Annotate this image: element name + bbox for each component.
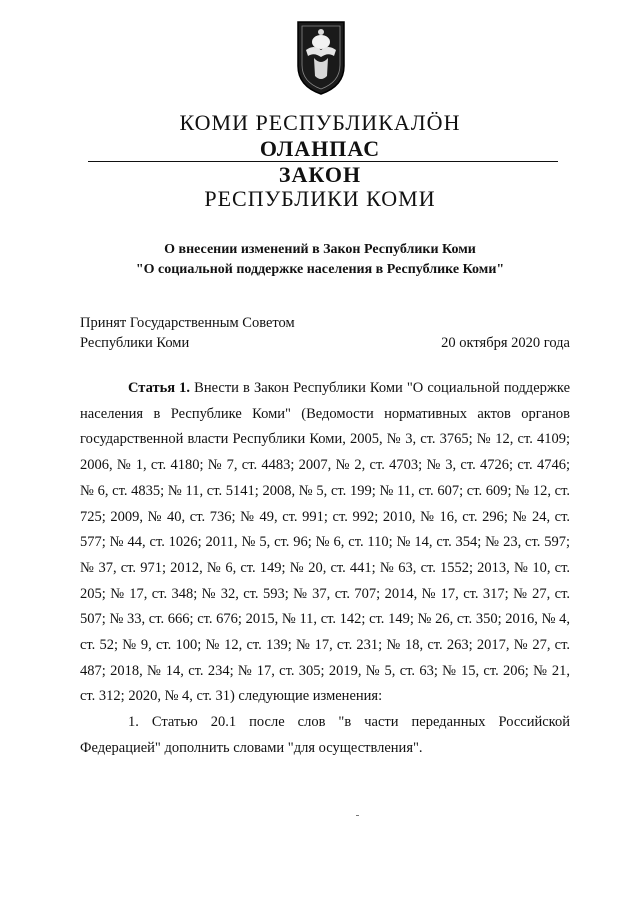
coat-of-arms-icon bbox=[294, 16, 348, 96]
adoption-date: 20 октября 2020 года bbox=[441, 335, 570, 351]
scan-speck bbox=[356, 815, 359, 816]
law-title-line2: "О социальной поддержке населения в Республике Коми" bbox=[135, 262, 505, 277]
article-1-label: Статья 1. bbox=[128, 380, 191, 396]
header-law: ЗАКОН bbox=[278, 162, 362, 187]
adopted-by-line1: Принят Государственным Советом bbox=[80, 315, 295, 331]
article-1-text: Внести в Закон Республики Коми "О социальной поддержке населения в Республике Коми" (Ведомости нормативных актов органов государственной власти Республики Коми, 2005, № 3, ст. 3765; № 12, ст. 4109; 2006, № 1, ст. 4180; № 7, ст. 4483; 2007, № 2, ст. 4703; № 3, ст. 4726; ст. 4746; № 6, ст. 4835; № 11, ст. 5141; 2008, № 5, ст. 199; № 11, ст. 607; ст. 609; № 12, ст. 725; 2009, № 40, ст. 736; № 49, ст. 991; ст. 992; 2010, № 16, ст. 296; № 24, ст. 577; № 44, ст. 1026; 2011, № 5, ст. 96; № 6, ст. 110; № 14, ст. 354; № 23, ст. 597; № 37, ст. 971; 2012, № 6, ст. 149; № 20, ст. 441; № 63, ст. 1552; 2013, № 10, ст. 205; № 17, ст. 348; № 32, ст. 593; № 37, ст. 707; 2014, № 17, ст. 317; № 27, ст. 507; № 33, ст. 666; ст. 676; 2015, № 11, ст. 142; ст. 149; № 26, ст. 350; 2016, № 4, ст. 52; № 9, ст. 100; № 12, ст. 139; № 17, ст. 231; № 18, ст. 263; 2017, № 27, ст. 487; 2018, № 14, ст. 234; № 17, ст. 305; 2019, № 5, ст. 63; № 15, ст. 206; № 21, ст. 312; 2020, № 4, ст. 31) следующие изменения: bbox=[80, 380, 571, 705]
adopted-by-line2: Республики Коми bbox=[80, 335, 190, 351]
law-title-line1: О внесении изменений в Закон Республики Коми bbox=[164, 242, 476, 257]
header-olanpas: ОЛАНПАС bbox=[259, 136, 381, 161]
header-republic-komi: РЕСПУБЛИКИ КОМИ bbox=[204, 186, 436, 211]
law-title bbox=[0, 240, 640, 280]
article-1-item-1: 1. Статью 20.1 после слов "в части переданных Российской Федерацией" дополнить словами "для осуществления". bbox=[80, 714, 570, 756]
law-body bbox=[80, 376, 570, 762]
header-komi-republic: КОМИ РЕСПУБЛИКАЛÖН bbox=[179, 110, 461, 135]
article-1 bbox=[80, 376, 570, 710]
adoption-block bbox=[80, 313, 570, 353]
